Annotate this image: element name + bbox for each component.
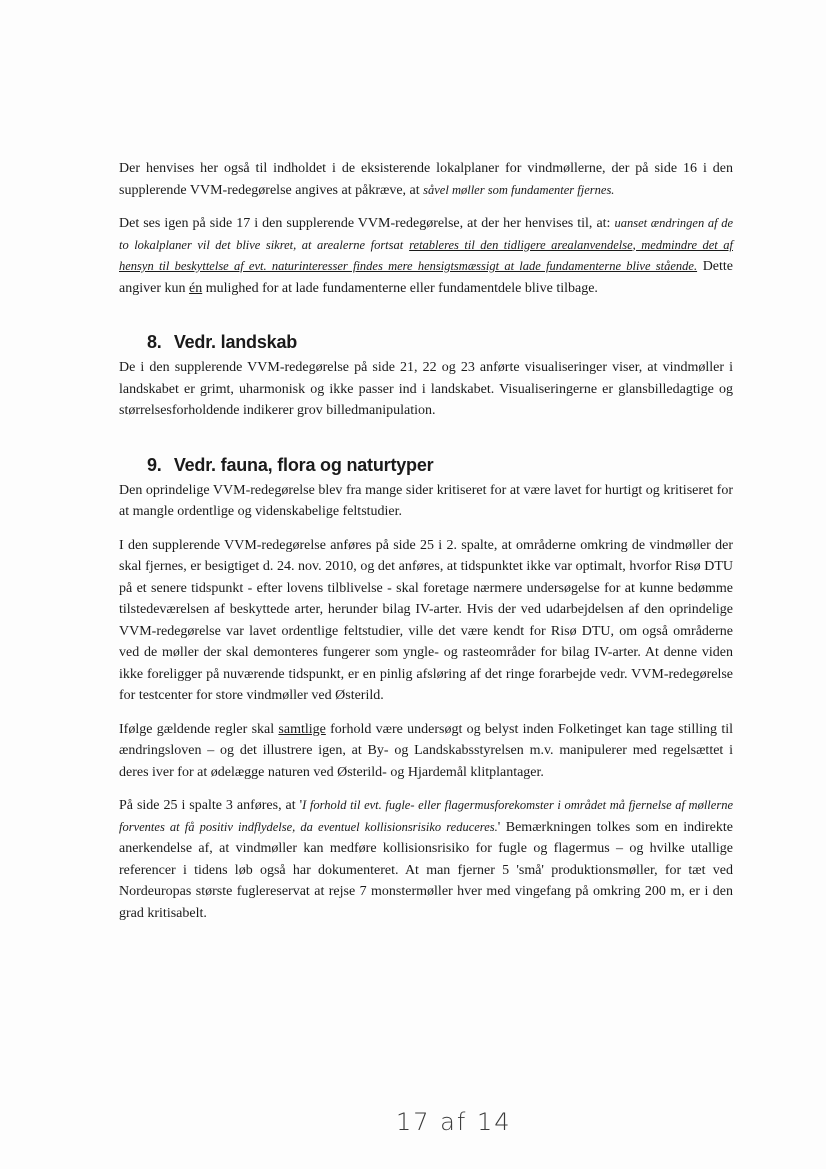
quote-side-17-a: uanset ændringen af de to lokalplaner vil det blive sikret, at arealerne fortsat [119, 216, 734, 252]
paragraph-side-17-tail-b: mulighed for at lade fundamenterne eller fundamentdele blive tilbage. [205, 280, 598, 296]
paragraph-kollisionsrisiko [119, 795, 733, 924]
section-heading-landskab [147, 329, 733, 355]
paragraph-kollisionsrisiko-a: På side 25 i spalte 3 anføres, at ' [119, 798, 303, 813]
paragraph-regler [119, 719, 733, 784]
section-number: 8. [147, 332, 162, 352]
paragraph-kollisionsrisiko-b: ' Bemærkningen tolkes som en indirekte anerkendelse af, at vindmøller kan medføre kollisionsrisiko for fugle og flagermus – og hvilke utallige referencer i tidens løb også har dokumenteret. At man fjerner 5 'små' produktionsmøller, for tæt ved Nordeuropas største fuglereservat at rejse 7 monstermøller hver med vingefang på omkring 200 m, er i den grad kritisabelt. [119, 819, 733, 921]
word-en-underlined: én [188, 280, 203, 296]
section-heading-fauna [147, 452, 733, 478]
paragraph-side-17-tail-a: Dette angiver kun [119, 259, 734, 296]
paragraph-side-17-lead: Det ses igen på side 17 i den supplerende VVM-redegørelse, at der her henvises til, at: [119, 216, 611, 231]
section-title: Vedr. fauna, flora og naturtyper [173, 454, 434, 475]
word-samtlige-underlined: samtlige [278, 721, 326, 737]
quote-side-17-b: retableres til den tidligere arealanvendelse, medmindre det af hensyn til beskyttelse af evt. naturinteresser findes mere hensigtsmæssigt at lade fundamenterne blive stående. [119, 237, 733, 273]
paragraph-side-17 [119, 213, 733, 299]
section-title: Vedr. landskab [173, 332, 298, 352]
section-number: 9. [147, 454, 162, 475]
quote-fugle-flagermus: I forhold til evt. fugle- eller flagermusforekomster i området må fjernelse af møllerne forventes at få positiv indflydelse, da eventuel kollisionsrisiko reduceres. [119, 798, 733, 834]
document-body [119, 158, 733, 924]
paragraph-regler-b: forhold være undersøgt og belyst inden Folketinget kan tage stilling til ændringsloven – og det illustrere igen, at By- og Landskabsstyrelsen m.v. manipulerer med regelsættet i deres iver for at ødelægge naturen ved Østerild- og Hjardemål klitplantager. [119, 721, 733, 780]
paragraph-oprindelige-vvm: Den oprindelige VVM-redegørelse blev fra mange sider kritiseret for at være lavet for hurtigt og kritiseret for at mangle ordentlige og videnskabelige feltstudier. [119, 482, 733, 519]
paragraph-lokalplaner [119, 158, 733, 201]
paragraph-besigtigelse: I den supplerende VVM-redegørelse anføres på side 25 i 2. spalte, at områderne omkring de vindmøller der skal fjernes, er besigtiget d. 24. nov. 2010, og det anføres, at tidspunktet ikke var optimalt, hvorfor Risø DTU på et senere tidspunkt - efter lovens tilblivelse - skal foretage nærmere undersøgelse for at kunne bedømme tilstedeværelsen af beskyttede arter, herunder bilag IV-arter. Hvis der ved udarbejdelsen af den oprindelige VVM-redegørelse var lavet ordentlige feltstudier, ville det være kendt for Risø DTU, om også områderne ved de møller der skal demonteres fungerer som yngle- og rasteområder for bilag IV-arter. At denne viden ikke foreligger på nuværende tidspunkt, er en pinlig afsløring af det ringe forarbejde vedr. VVM-redegørelse for testcenter for store vindmøller ved Østerild. [119, 537, 733, 703]
quote-fundamenter: såvel møller som fundamenter fjernes. [423, 182, 615, 197]
paragraph-lokalplaner-text: Der henvises her også til indholdet i de eksisterende lokalplaner for vindmøllerne, der på side 16 i den supplerende VVM-redegørelse angives at påkræve, at [119, 161, 733, 198]
paragraph-visualiseringer: De i den supplerende VVM-redegørelse på side 21, 22 og 23 anførte visualiseringer viser, at vindmøller i landskabet er grimt, uharmonisk og ikke passer ind i landskabet. Visualiseringerne er glansbilledagtige og størrelsesforholdende indikerer grov billedmanipulation. [119, 360, 733, 418]
handwritten-page-number: 17 af 14 [396, 1108, 512, 1136]
paragraph-regler-a: Ifølge gældende regler skal [119, 721, 275, 737]
